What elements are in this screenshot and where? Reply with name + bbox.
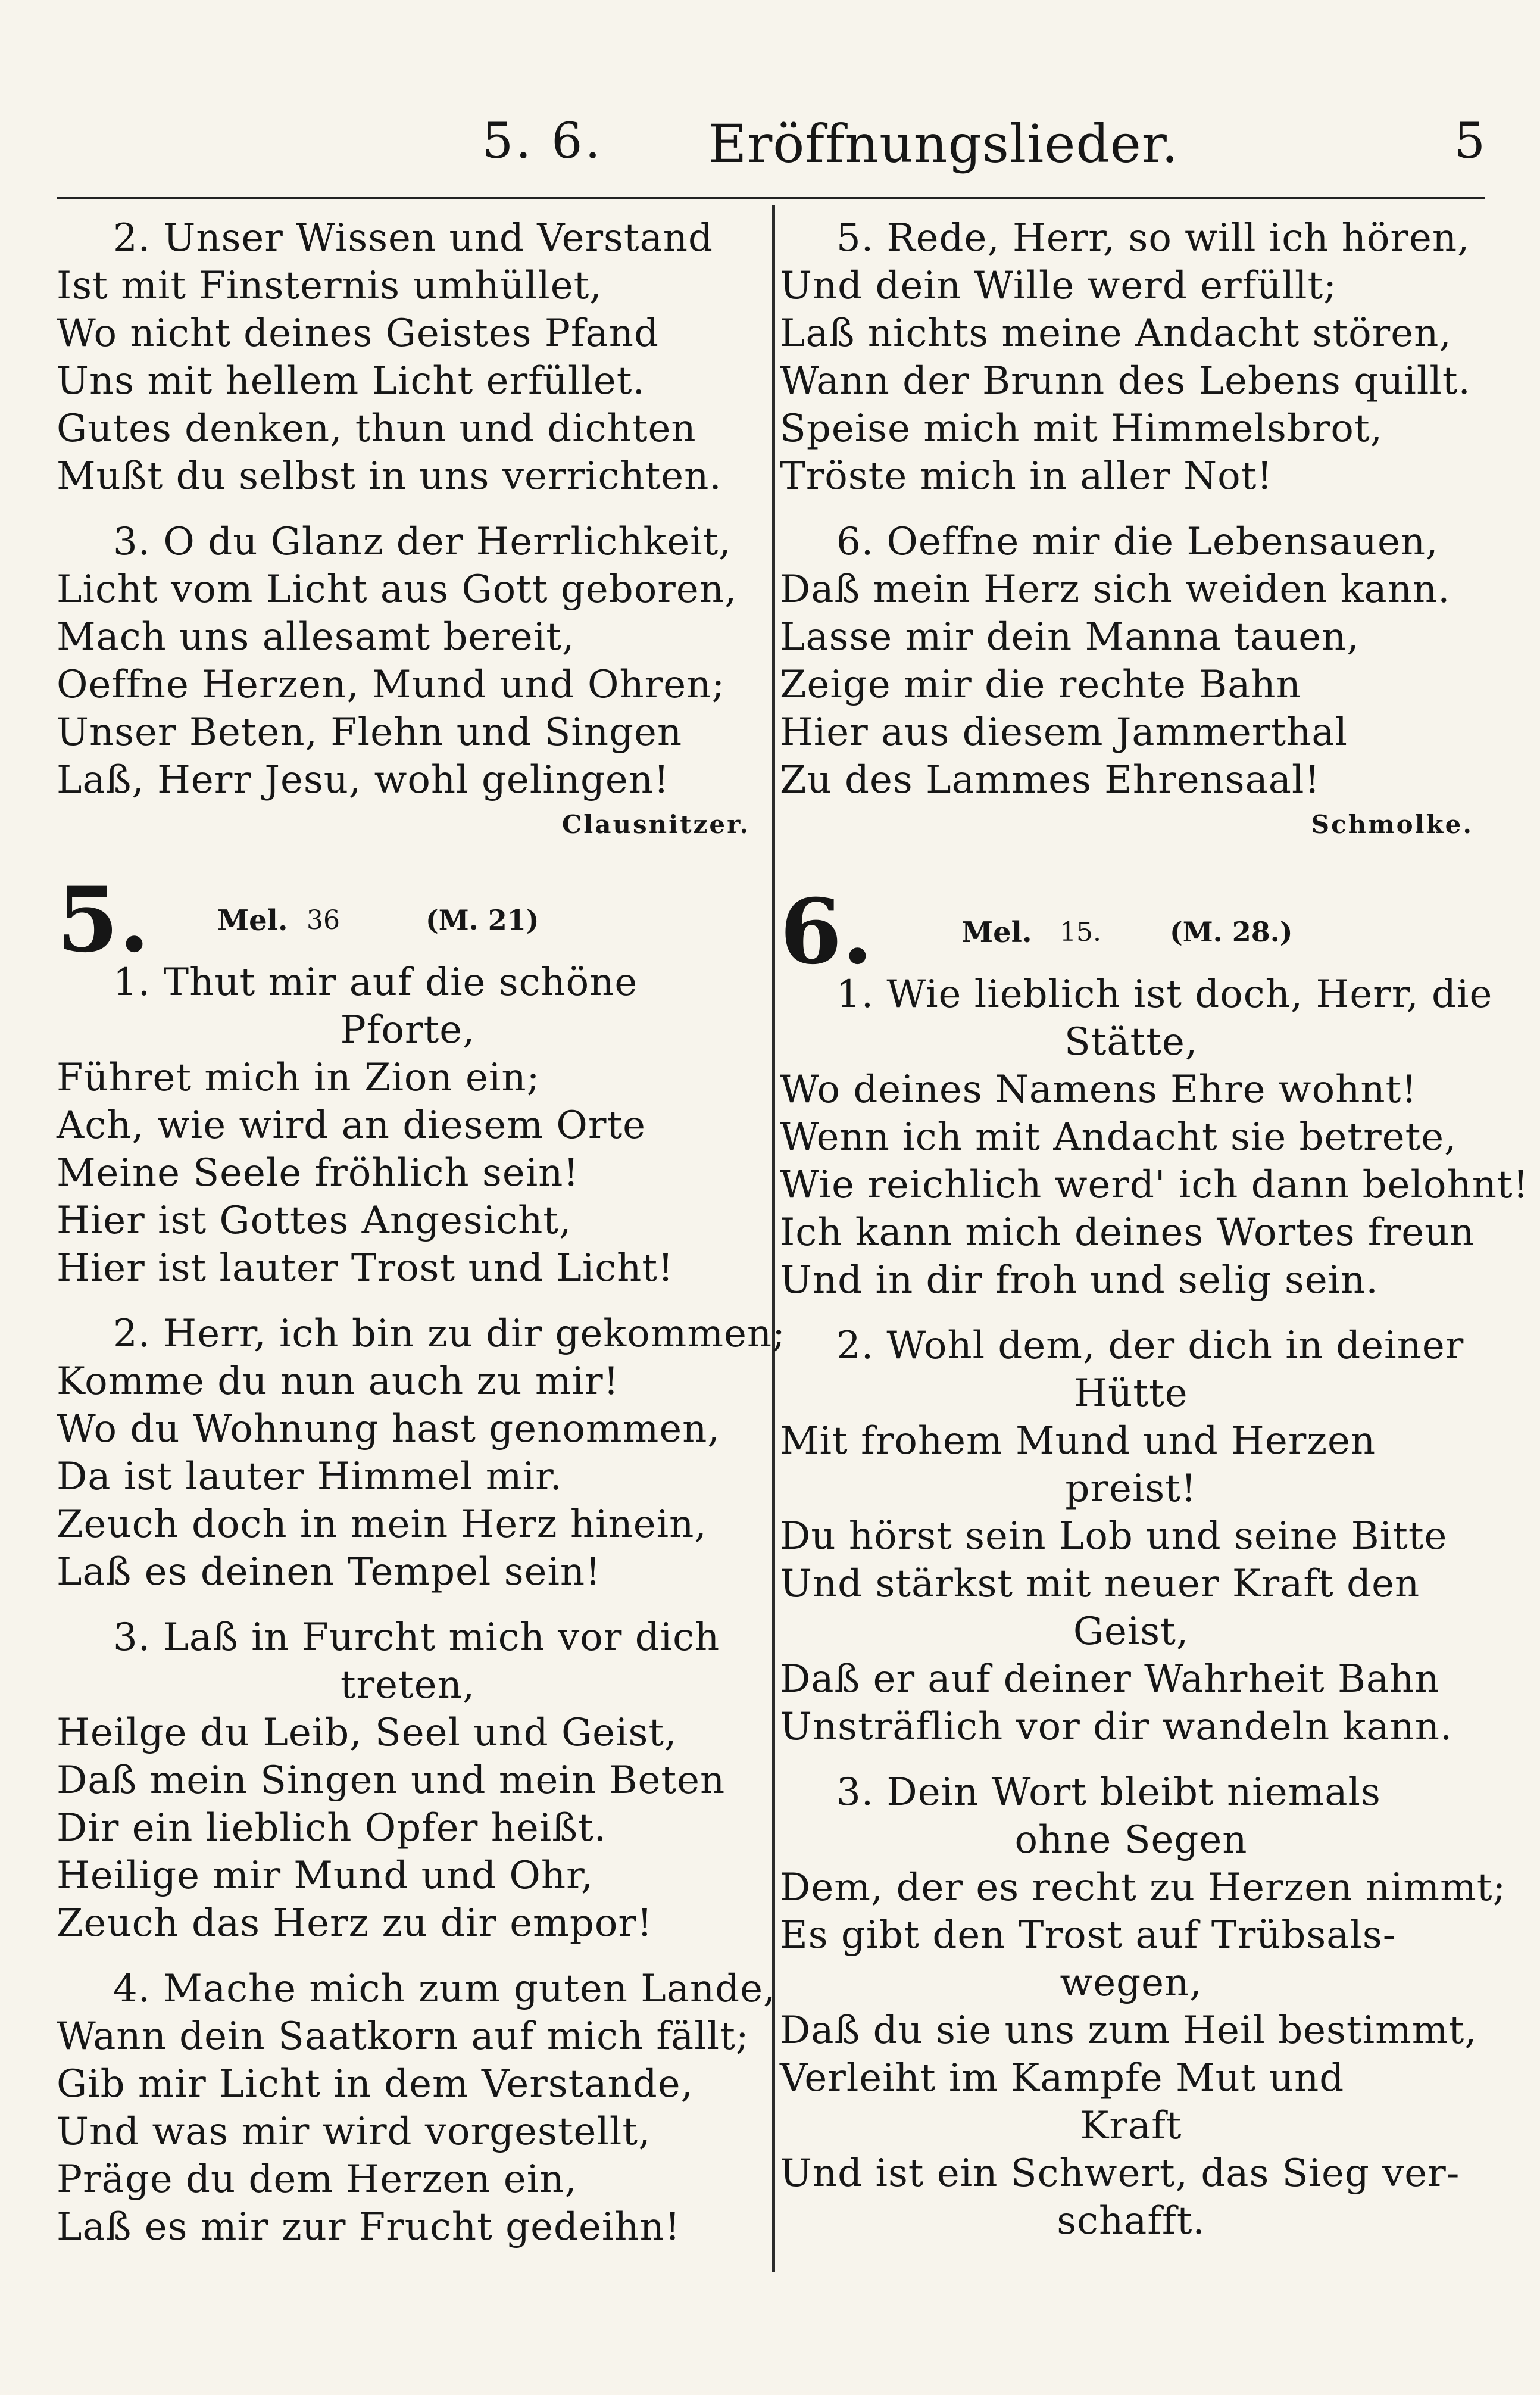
- stanza-5-3: [57, 1614, 759, 1947]
- verse-line: 1. Thut mir auf die schöne: [113, 961, 638, 1005]
- hymn-number: 5.: [57, 868, 150, 972]
- verse-line: Verleiht im Kampfe Mut und: [780, 2056, 1345, 2100]
- verse-line: Heilge du Leib, Seel und Geist,: [57, 1711, 677, 1755]
- verse-line: Zeuch doch in mein Herz hinein,: [57, 1502, 707, 1546]
- verse-line: Unsträflich vor dir wandeln kann.: [780, 1705, 1453, 1749]
- running-header: [57, 113, 1485, 185]
- verse-line: Uns mit hellem Licht erfüllet.: [57, 359, 645, 403]
- page-number: 5: [1454, 113, 1485, 170]
- hymn-5: [57, 868, 786, 2251]
- hymn-heading: [57, 868, 759, 972]
- verse-line: Präge du dem Herzen ein,: [57, 2157, 577, 2201]
- verse-line: Heilige mir Mund und Ohr,: [57, 1854, 593, 1898]
- verse-line: ohne Segen: [1014, 1818, 1248, 1862]
- stanza-6-1: [780, 971, 1529, 1304]
- melody-number: 36: [307, 905, 340, 935]
- verse-line: Mit frohem Mund und Herzen: [780, 1419, 1376, 1463]
- hymn-number: 6.: [780, 880, 873, 984]
- stanza-right-5: [780, 214, 1482, 500]
- verse-line: Laß nichts meine Andacht stören,: [780, 311, 1452, 355]
- verse-line: Speise mich mit Himmelsbrot,: [780, 407, 1383, 451]
- verse-line: Laß es mir zur Frucht gedeihn!: [57, 2205, 681, 2249]
- verse-line: Geist,: [1073, 1610, 1189, 1654]
- verse-line: Komme du nun auch zu mir!: [57, 1359, 620, 1404]
- verse-line: Hütte: [1074, 1371, 1188, 1415]
- stanza-right-6: [780, 518, 1482, 846]
- stanza-6-2: [780, 1322, 1482, 1751]
- verse-line: Dem, der es recht zu Herzen nimmt;: [780, 1866, 1507, 1910]
- verse-line: 3. Laß in Furcht mich vor dich: [113, 1616, 720, 1660]
- verse-line: Du hörst sein Lob und seine Bitte: [780, 1514, 1448, 1558]
- melody-reference: (M. 21): [426, 904, 539, 936]
- verse-line: Gib mir Licht in dem Verstande,: [57, 2062, 694, 2106]
- verse-line: Dir ein lieblich Opfer heißt.: [57, 1806, 607, 1850]
- verse-line: 6. Oeffne mir die Lebensauen,: [836, 520, 1439, 564]
- verse-line: 2. Wohl dem, der dich in deiner: [836, 1324, 1464, 1368]
- verse-line: Führet mich in Zion ein;: [57, 1056, 541, 1100]
- stanza-left-2: [57, 214, 759, 500]
- verse-line: wegen,: [1060, 1961, 1202, 2005]
- verse-line: Licht vom Licht aus Gott geboren,: [57, 567, 738, 612]
- author-attribution: Clausnitzer.: [561, 810, 750, 839]
- verse-line: Und was mir wird vorgestellt,: [57, 2110, 651, 2154]
- melody-number: 15.: [1060, 917, 1101, 947]
- verse-line: Zeuch das Herz zu dir empor!: [57, 1901, 653, 1945]
- melody-reference: (M. 28.): [1170, 916, 1293, 948]
- verse-line: Laß es deinen Tempel sein!: [57, 1550, 601, 1594]
- stanza-5-1: [57, 959, 759, 1292]
- verse-line: Mach uns allesamt bereit,: [57, 615, 575, 659]
- verse-line: Tröste mich in aller Not!: [780, 454, 1273, 498]
- stanza-5-2: [57, 1310, 786, 1596]
- verse-line: 5. Rede, Herr, so will ich hören,: [836, 216, 1470, 260]
- hymn-heading: [780, 880, 1482, 984]
- verse-line: Stätte,: [1064, 1020, 1198, 1064]
- verse-line: Daß du sie uns zum Heil bestimmt,: [780, 2009, 1477, 2053]
- verse-line: 4. Mache mich zum guten Lande,: [113, 1967, 776, 2011]
- verse-line: Wo deines Namens Ehre wohnt!: [780, 1068, 1417, 1112]
- stanza-6-3: [780, 1769, 1507, 2245]
- verse-line: preist!: [1065, 1467, 1197, 1511]
- verse-line: Zeige mir die rechte Bahn: [780, 663, 1301, 707]
- verse-line: Und in dir froh und selig sein.: [780, 1258, 1379, 1302]
- verse-line: Daß mein Herz sich weiden kann.: [780, 567, 1451, 612]
- verse-line: Daß mein Singen und mein Beten: [57, 1758, 726, 1803]
- verse-line: Ach, wie wird an diesem Orte: [57, 1103, 646, 1147]
- column-divider: [772, 205, 775, 2272]
- verse-line: Pforte,: [340, 1008, 476, 1052]
- header-hymn-numbers: 5. 6.: [482, 113, 603, 170]
- section-title: Eröffnungslieder.: [708, 113, 1179, 174]
- verse-line: treten,: [340, 1663, 476, 1707]
- verse-line: schafft.: [1057, 2199, 1205, 2243]
- verse-line: Und dein Wille werd erfüllt;: [780, 264, 1337, 308]
- verse-line: Mußt du selbst in uns verrichten.: [57, 454, 722, 498]
- verse-line: Ist mit Finsternis umhüllet,: [57, 264, 602, 308]
- verse-line: Wie reichlich werd' ich dann belohnt!: [780, 1163, 1529, 1207]
- verse-line: Oeffne Herzen, Mund und Ohren;: [57, 663, 725, 707]
- verse-line: 2. Unser Wissen und Verstand: [113, 216, 713, 260]
- verse-line: Wann dein Saatkorn auf mich fällt;: [57, 2014, 749, 2059]
- melody-label: Mel.: [961, 916, 1032, 949]
- verse-line: Es gibt den Trost auf Trübsals-: [780, 1913, 1397, 1957]
- verse-line: Hier aus diesem Jammerthal: [780, 710, 1348, 754]
- header-rule: [57, 197, 1485, 199]
- verse-line: Ich kann mich deines Wortes freun: [780, 1211, 1475, 1255]
- verse-line: 2. Herr, ich bin zu dir gekommen;: [113, 1312, 786, 1356]
- verse-line: Daß er auf deiner Wahrheit Bahn: [780, 1657, 1440, 1701]
- verse-line: Unser Beten, Flehn und Singen: [57, 710, 683, 754]
- verse-line: Kraft: [1080, 2104, 1182, 2148]
- stanza-left-3: [57, 518, 759, 846]
- author-attribution: Schmolke.: [1311, 810, 1473, 839]
- verse-line: Meine Seele fröhlich sein!: [57, 1151, 580, 1195]
- verse-line: Hier ist Gottes Angesicht,: [57, 1199, 572, 1243]
- verse-line: Da ist lauter Himmel mir.: [57, 1455, 563, 1499]
- verse-line: 3. O du Glanz der Herrlichkeit,: [113, 520, 732, 564]
- verse-line: Wenn ich mit Andacht sie betrete,: [780, 1115, 1457, 1159]
- stanza-5-4: [57, 1965, 776, 2251]
- verse-line: Wann der Brunn des Lebens quillt.: [780, 359, 1471, 403]
- verse-line: 3. Dein Wort bleibt niemals: [836, 1770, 1381, 1814]
- verse-line: Lasse mir dein Manna tauen,: [780, 615, 1360, 659]
- verse-line: Laß, Herr Jesu, wohl gelingen!: [57, 758, 670, 802]
- hymn-6: [780, 880, 1529, 2245]
- verse-line: Zu des Lammes Ehrensaal!: [780, 758, 1321, 802]
- verse-line: Hier ist lauter Trost und Licht!: [57, 1246, 674, 1290]
- verse-line: Wo du Wohnung hast genommen,: [57, 1407, 720, 1451]
- verse-line: 1. Wie lieblich ist doch, Herr, die: [836, 972, 1493, 1016]
- verse-line: Wo nicht deines Geistes Pfand: [57, 311, 659, 355]
- verse-line: Und ist ein Schwert, das Sieg ver-: [780, 2151, 1460, 2196]
- verse-line: Gutes denken, thun und dichten: [57, 407, 696, 451]
- verse-line: Und stärkst mit neuer Kraft den: [780, 1562, 1420, 1606]
- melody-label: Mel.: [217, 904, 288, 937]
